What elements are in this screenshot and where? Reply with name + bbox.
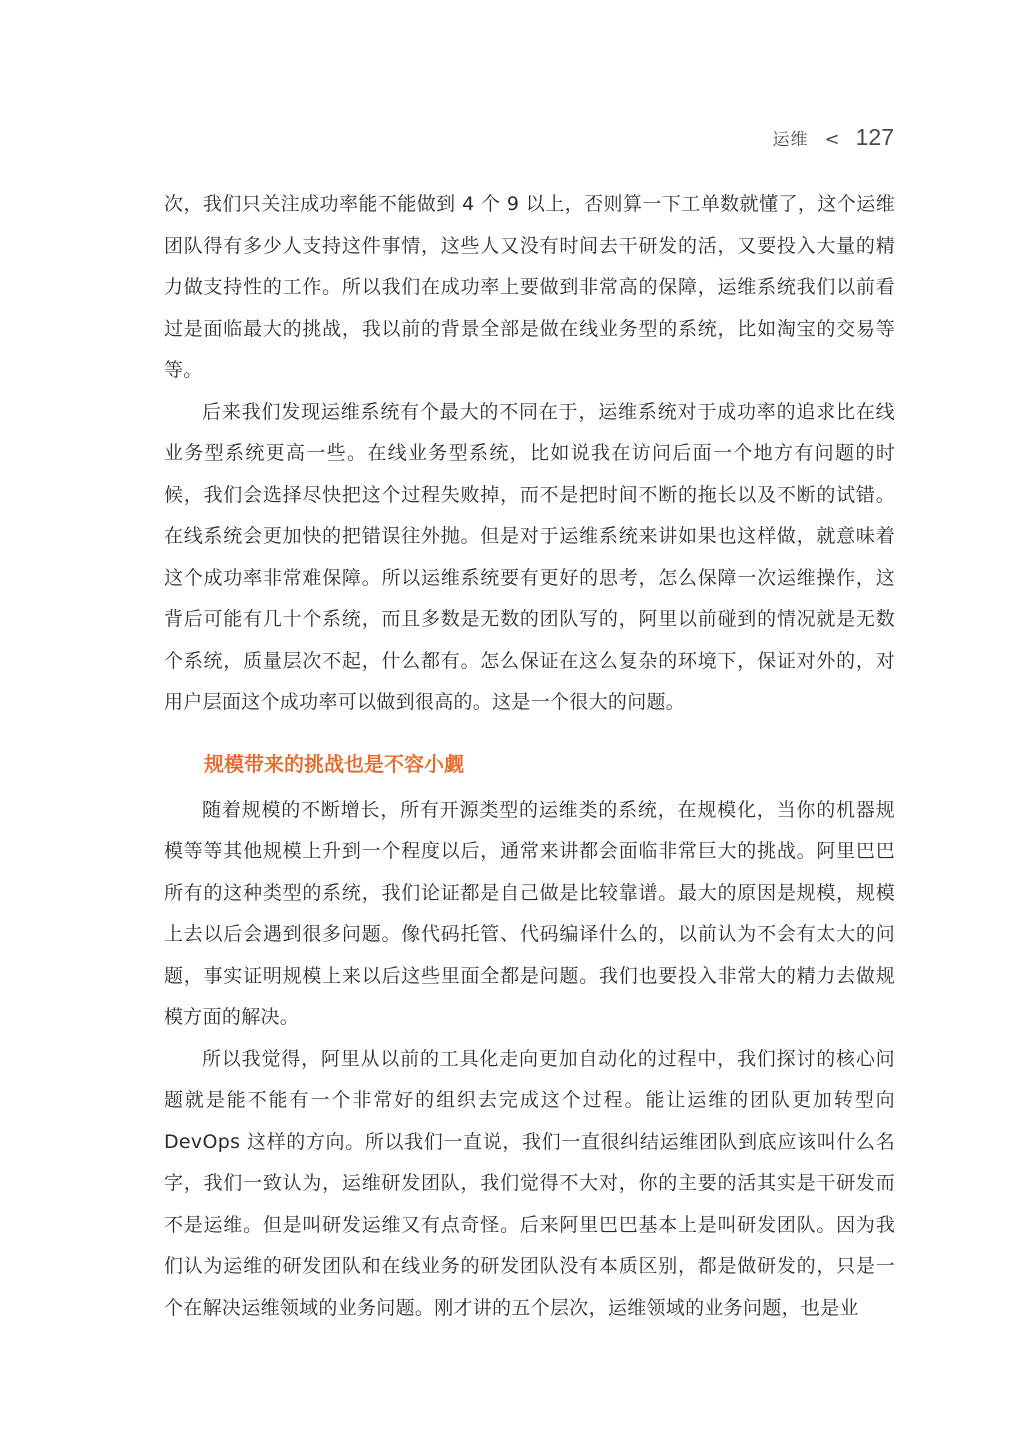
chevron-left-icon: < — [824, 129, 840, 150]
paragraph-continued: 次，我们只关注成功率能不能做到 4 个 9 以上，否则算一下工单数就懂了，这个运维团队得有多少人支持这件事情，这些人又没有时间去干研发的活，又要投入大量的精力做支持性的工作。所以我们在成功率上要做到非常高的保障，运维系统我们以前看过是面临最大的挑战，我以前的背景全部是做在线业务型的系统，比如淘宝的交易等等。 — [164, 193, 895, 381]
paragraph: 随着规模的不断增长，所有开源类型的运维类的系统，在规模化，当你的机器规模等等其他规模上升到一个程度以后，通常来讲都会面临非常巨大的挑战。阿里巴巴所有的这种类型的系统，我们论证都是自己做是比较靠谱。最大的原因是规模，规模上去以后会遇到很多问题。像代码托管、代码编译什么的，以前认为不会有太大的问题，事实证明规模上来以后这些里面全都是问题。我们也要投入非常大的精力去做规模方面的解决。 — [164, 798, 895, 1028]
paragraph: 后来我们发现运维系统有个最大的不同在于，运维系统对于成功率的追求比在线业务型系统更高一些。在线业务型系统，比如说我在访问后面一个地方有问题的时候，我们会选择尽快把这个过程失败掉，而不是把时间不断的拖长以及不断的试错。在线系统会更加快的把错误往外抛。但是对于运维系统来讲如果也这样做，就意味着这个成功率非常难保障。所以运维系统要有更好的思考，怎么保障一次运维操作，这背后可能有几十个系统，而且多数是无数的团队写的，阿里以前碰到的情况就是无数个系统，质量层次不起，什么都有。怎么保证在这么复杂的环境下，保证对外的，对用户层面这个成功率可以做到很高的。这是一个很大的问题。 — [164, 400, 895, 713]
running-section-title: 运维 — [772, 130, 809, 150]
section-heading: 规模带来的挑战也是不容小觑 — [204, 751, 464, 776]
page-body — [164, 184, 895, 1329]
paragraph: 所以我觉得，阿里从以前的工具化走向更加自动化的过程中，我们探讨的核心问题就是能不能有一个非常好的组织去完成这个过程。能让运维的团队更加转型向 DevOps 这样的方向。所以我们一直说，我们一直很纠结运维团队到底应该叫什么名字，我们一致认为，运维研发团队，我们觉得不大对，你的主要的活其实是干研发而不是运维。但是叫研发运维又有点奇怪。后来阿里巴巴基本上是叫研发团队。因为我们认为运维的研发团队和在线业务的研发团队没有本质区别，都是做研发的，只是一个在解决运维领域的业务问题。刚才讲的五个层次，运维领域的业务问题，也是业 — [164, 1047, 895, 1319]
page-number: 127 — [855, 124, 894, 150]
page-header — [773, 124, 894, 151]
